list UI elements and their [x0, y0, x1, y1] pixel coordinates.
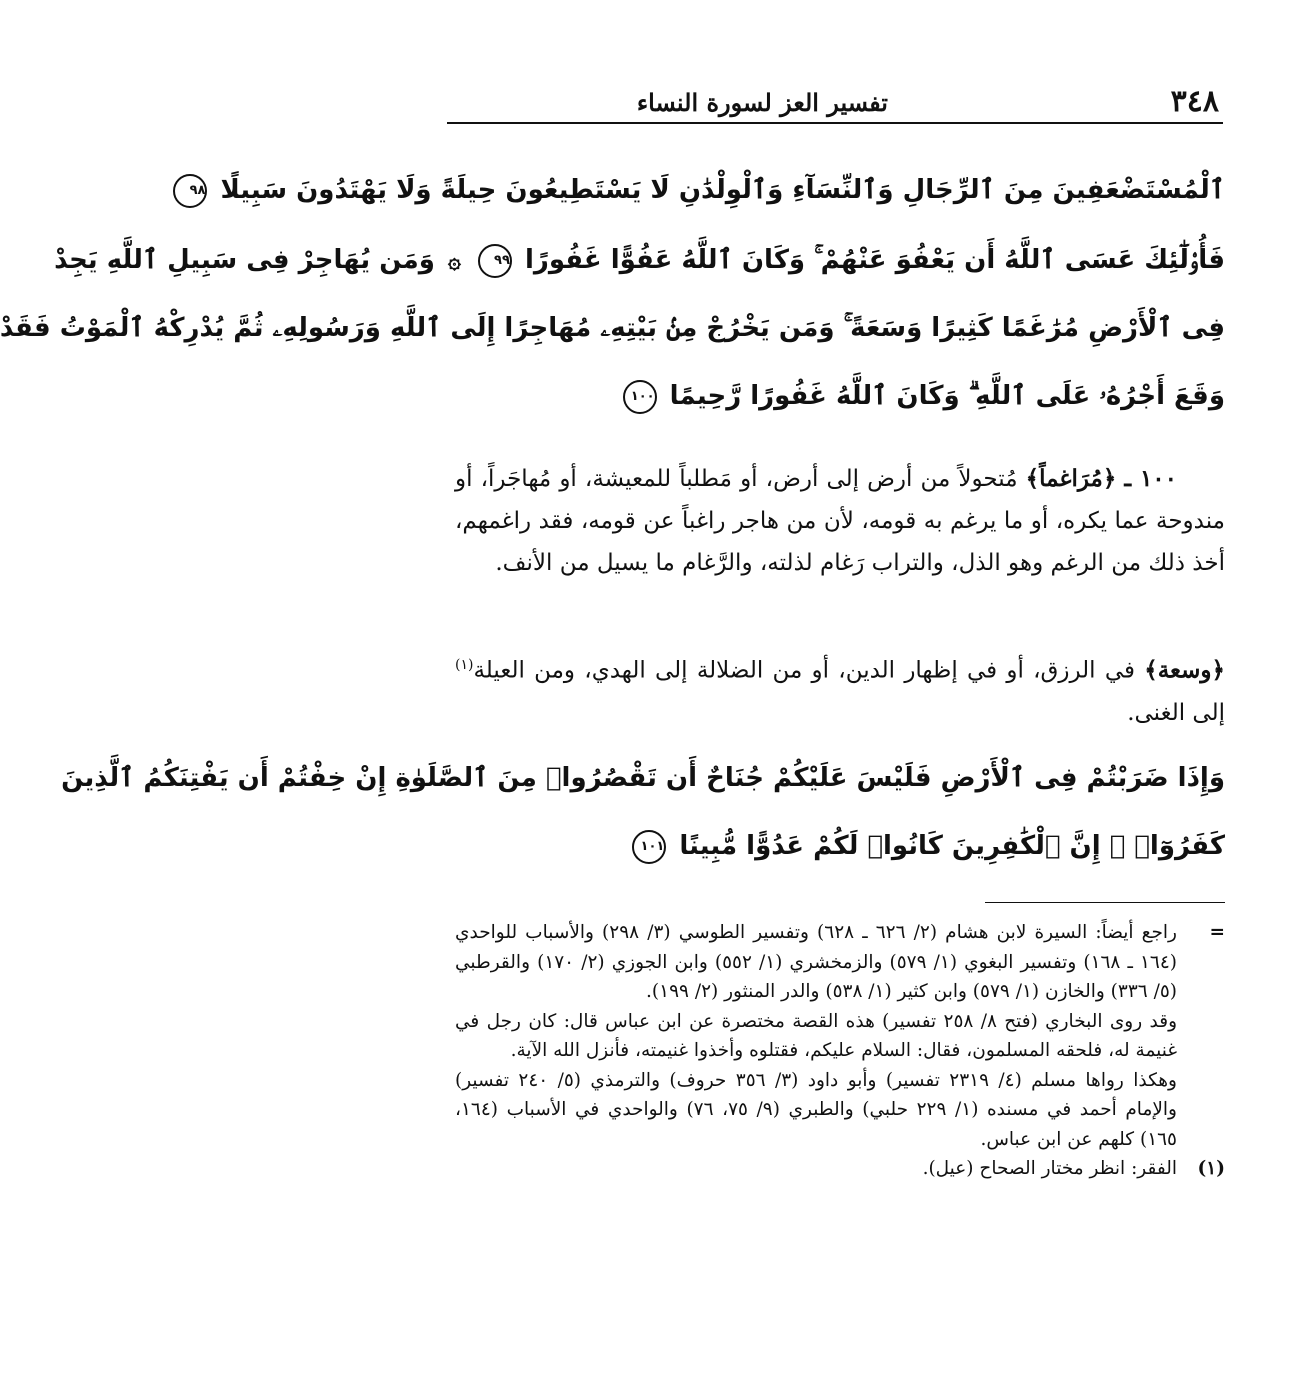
running-title: تفسير العز لسورة النساء	[636, 88, 888, 117]
footnote-divider	[985, 902, 1225, 903]
commentary-text-2: في الرزق، أو في إظهار الدين، أو من الضلالة إلى الهدي، ومن العيلة	[473, 657, 1135, 684]
verse-number-101: ١٠١	[632, 830, 666, 864]
footnote-continuation	[455, 918, 1225, 1154]
continuation-marker: =	[1209, 922, 1225, 943]
verse-line-3	[0, 310, 1225, 346]
verse-100-start-text: وَمَن يُهَاجِرْ فِى سَبِيلِ ٱللَّهِ يَجِدْ	[54, 245, 435, 275]
commentary-text-2-end: إلى الغنى.	[1127, 699, 1225, 726]
commentary-term-saa: ﴿وسعة﴾	[1144, 656, 1225, 684]
commentary-term-muraghama: ﴿مُرَاغماً﴾	[1025, 465, 1117, 492]
page-header	[447, 78, 1223, 124]
verse-101-line-1	[61, 760, 1225, 796]
verse-line-1	[189, 172, 1225, 208]
footnotes	[455, 918, 1225, 1184]
verse-number-98: ٩٨	[173, 174, 207, 208]
footnote-bukhari-paragraph: وقد روى البخاري (فتح ٨/ ٢٥٨ تفسير) هذه القصة مختصرة عن ابن عباس قال: كان رجل في غنيمة له، فلحقه المسلمون، فقال: السلام عليكم، فقتلوه وأخذوا غنيمته، فأنزل الله الآية.	[455, 1010, 1178, 1061]
verse-number-100: ١٠٠	[623, 380, 657, 414]
footnote-1	[455, 1154, 1225, 1184]
verse-100-end-text: وَقَعَ أَجْرُهُۥ عَلَى ٱللَّهِ ۗ وَكَانَ ٱللَّهُ غَفُورًا رَّحِيمًا	[669, 381, 1225, 411]
footnote-sources-paragraph: راجع أيضاً: السيرة لابن هشام (٢/ ٦٢٦ ـ ٦٢٨) وتفسير الطوسي (٣/ ٢٩٨) والأسباب للواحدي (١٦٤ ـ ١٦٨) وتفسير البغوي (١/ ٥٧٩) والزمخشري (١/ ٥٥٢) وابن الجوزي (٢/ ١٧٠) والقرطبي (٥/ ٣٣٦) والخازن (١/ ٥٧٩) وابن كثير (١/ ٥٣٨) والدر المنثور (٢/ ١٩٩).	[455, 922, 1177, 1002]
verse-number-99: ٩٩	[478, 244, 512, 278]
verse-101-end-text: كَفَرُوٓا۟ ۚ إِنَّ ٱلْكَٰفِرِينَ كَانُوا۟ لَكُمْ عَدُوًّا مُّبِينًا	[679, 831, 1225, 861]
commentary-paragraph-2	[455, 644, 1225, 734]
commentary-paragraph-1	[455, 458, 1225, 584]
rub-el-hizb-icon: ۞	[447, 249, 461, 274]
footnote-reference-1: (١)	[455, 657, 474, 673]
footnote-1-text: الفقر: انظر مختار الصحاح (عيل).	[922, 1158, 1177, 1179]
verse-98-text: ٱلْمُسْتَضْعَفِينَ مِنَ ٱلرِّجَالِ وَٱلنِّسَآءِ وَٱلْوِلْدَٰنِ لَا يَسْتَطِيعُونَ حِيلَةً وَلَا يَهْتَدُونَ سَبِيلًا	[220, 175, 1225, 205]
page-number: ٣٤٨	[1170, 84, 1219, 119]
footnote-1-marker: (١)	[1197, 1158, 1225, 1179]
footnote-muslim-paragraph: وهكذا رواها مسلم (٤/ ٢٣١٩ تفسير) وأبو داود (٣/ ٣٥٦ حروف) والترمذي (٥/ ٢٤٠ تفسير) والإمام أحمد في مسنده (١/ ٢٢٩ حلبي) والطبري (٩/ ٧٥، ٧٦) والواحدي في الأسباب (١٦٤، ١٦٥) كلهم عن ابن عباس.	[455, 1069, 1177, 1150]
verse-100-mid-text: فِى ٱلْأَرْضِ مُرَٰغَمًا كَثِيرًا وَسَعَةً ۚ وَمَن يَخْرُجْ مِنۢ بَيْتِهِۦ مُهَاجِرًا إِلَى ٱللَّهِ وَرَسُولِهِۦ ثُمَّ يُدْرِكْهُ ٱلْمَوْتُ فَقَدْ	[0, 313, 1225, 343]
verse-101-start-text: وَإِذَا ضَرَبْتُمْ فِى ٱلْأَرْضِ فَلَيْسَ عَلَيْكُمْ جُنَاحٌ أَن تَقْصُرُوا۟ مِنَ ٱلصَّلَوٰةِ إِنْ خِفْتُمْ أَن يَفْتِنَكُمُ ٱلَّذِينَ	[61, 763, 1225, 793]
verse-99-text: فَأُو۟لَٰٓئِكَ عَسَى ٱللَّهُ أَن يَعْفُوَ عَنْهُمْ ۚ وَكَانَ ٱللَّهُ عَفُوًّا غَفُورًا	[524, 245, 1225, 275]
verse-line-4	[455, 378, 1225, 414]
verse-line-2	[54, 242, 1225, 280]
commentary-verse-number: ١٠٠ ـ	[1124, 465, 1178, 492]
verse-101-line-2	[455, 828, 1225, 864]
commentary-text-1: مُتحولاً من أرض إلى أرض، أو مَطلباً للمعيشة، أو مُهاجَراً، أو مندوحة عما يكره، أو ما يرغم به قومه، لأن من هاجر راغباً عن قومه، فقد راغمهم، أخذ ذلك من الرغم وهو الذل، والتراب رَغام لذلته، والرَّغام ما يسيل من الأنف.	[455, 466, 1225, 576]
